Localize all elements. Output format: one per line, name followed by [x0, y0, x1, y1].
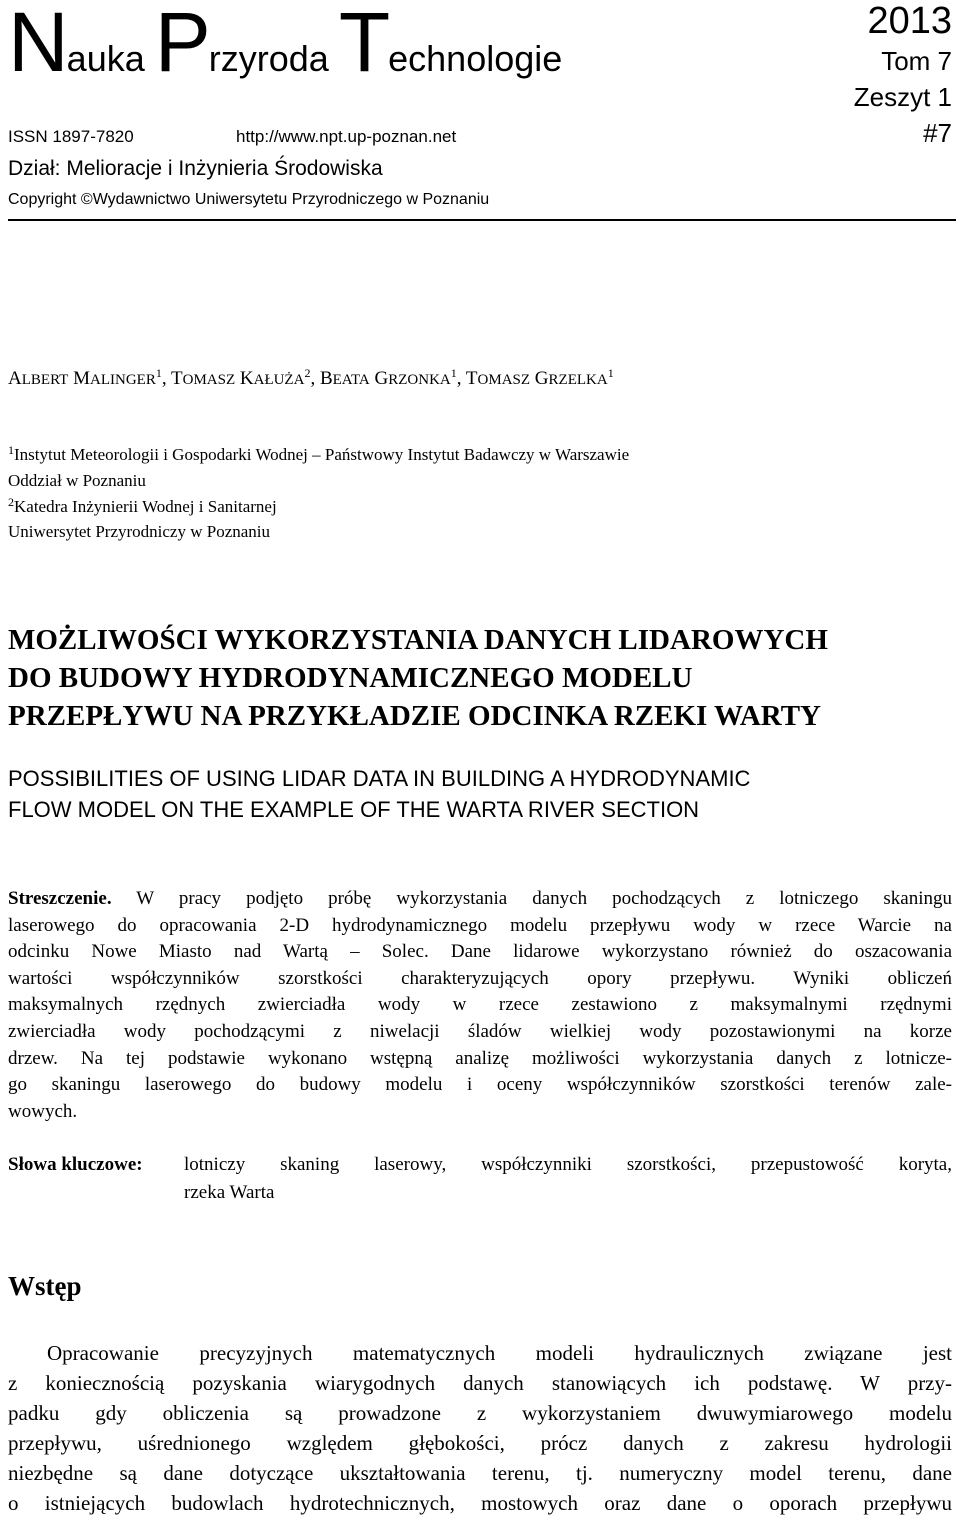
title-pl-line-2: DO BUDOWY HYDRODYNAMICZNEGO MODELU: [8, 662, 693, 694]
author-2-affiliation: 2: [304, 366, 311, 380]
abstract-line: laserowego do opracowania 2-D hydrodynamicznego modelu przepływu wody w rzece Warcie na: [8, 914, 952, 936]
affiliation-1: $^1$Instytut Meteorologii i Gospodarki Wodnej – Państwowy Instytut Badawczy w Warszawie: [8, 443, 630, 464]
intro-line: padku gdy obliczenia są prowadzone z wykorzystaniem dwuwymiarowego modelu: [8, 1401, 952, 1425]
keywords-label: Słowa kluczowe:: [8, 1154, 143, 1175]
journal-title: [8, 0, 563, 89]
abstract-line: maksymalnych rzędnych zwierciadła wody w rzece zestawiono z maksymalnymi rzędnymi: [8, 994, 952, 1016]
journal-section: Dział: Melioracje i Inżynieria Środowiska: [8, 157, 383, 180]
intro-line: o istniejących budowlach hydrotechnicznych, mostowych oraz dane o oporach przepływu: [8, 1491, 952, 1515]
journal-title-rzyroda: rzyroda: [208, 38, 339, 79]
journal-volume: Tom 7: [881, 46, 952, 76]
author-1-affiliation: 1: [155, 366, 162, 380]
abstract-line: drzew. Na tej podstawie wykonano wstępną analizę możliwości wykorzystania danych z lotnicze-: [8, 1047, 952, 1069]
intro-heading: Wstęp: [8, 1271, 82, 1301]
affiliation-1-line2: Oddział w Poznaniu: [8, 471, 146, 490]
abstract-line: zwierciadła wody pochodzącymi z niwelacji śladów wielkiej wody pozostawionymi na korze: [8, 1020, 952, 1042]
keywords-line-1: lotniczy skaning laserowy, współczynniki szorstkości, przepustowość koryta,: [184, 1154, 952, 1175]
abstract-label: Streszczenie.: [8, 888, 112, 909]
issn: ISSN 1897-7820: [8, 127, 134, 146]
journal-title-auka: auka: [66, 38, 155, 79]
abstract-line: Streszczenie. W pracy podjęto próbę wykorzystania danych pochodzących z lotniczego skaningu: [8, 888, 952, 909]
affiliation-2-line2: Uniwersytet Przyrodniczy w Poznaniu: [8, 522, 271, 541]
author-4: TOMASZ GRZELKA$^1$: [465, 366, 614, 389]
authors: [8, 368, 614, 390]
journal-issue: Zeszyt 1: [853, 82, 952, 112]
journal-title-n: N: [8, 0, 67, 89]
abstract-line: go skaningu laserowego do budowy modelu i oceny współczynników szorstkości terenów zale-: [8, 1074, 952, 1096]
title-en-line-2: FLOW MODEL ON THE EXAMPLE OF THE WARTA RIVER SECTION: [8, 797, 700, 822]
intro-line: niezbędne są dane dotyczące ukształtowania terenu, tj. numeryczny model terenu, dane: [8, 1461, 952, 1485]
intro-line: z koniecznością pozyskania wiarygodnych danych stanowiących ich podstawę. W przy-: [8, 1371, 952, 1395]
journal-title-t: T: [338, 0, 389, 89]
journal-url[interactable]: http://www.npt.up-poznan.net: [236, 127, 457, 146]
abstract-line: wartości współczynników szorstkości charakteryzujących opory przepływu. Wyniki obliczeń: [8, 967, 952, 989]
abstract-line: odcinku Nowe Miasto nad Wartą – Solec. Dane lidarowe wykorzystano również do oszacowania: [8, 941, 952, 963]
title-pl-line-1: MOŻLIWOŚCI WYKORZYSTANIA DANYCH LIDAROWYCH: [8, 624, 828, 656]
author-3: BEATA GRZONKA$^1$,: [319, 366, 466, 389]
author-3-affiliation: 1: [450, 366, 457, 380]
journal-number: #7: [923, 118, 952, 148]
keywords-line-2: rzeka Warta: [184, 1182, 275, 1203]
header-rule: [8, 219, 956, 221]
author-4-affiliation: 1: [607, 366, 614, 380]
journal-title-echnologie: echnologie: [388, 38, 563, 79]
abstract-line: wowych.: [8, 1100, 78, 1122]
title-en-line-1: POSSIBILITIES OF USING LIDAR DATA IN BUILDING A HYDRODYNAMIC: [8, 766, 751, 791]
abstract: [8, 886, 952, 1125]
journal-year: 2013: [867, 0, 952, 42]
title-pl-line-3: PRZEPŁYWU NA PRZYKŁADZIE ODCINKA RZEKI WARTY: [8, 700, 821, 732]
copyright: Copyright ©Wydawnictwo Uniwersytetu Przyrodniczego w Poznaniu: [8, 191, 490, 208]
journal-title-p: P: [154, 0, 209, 89]
intro-paragraph: [8, 1338, 952, 1518]
author-2: TOMASZ KAŁUŻA$^2$,: [171, 366, 320, 389]
author-1: ALBERT MALINGER$^1$,: [8, 366, 171, 389]
intro-line: Opracowanie precyzyjnych matematycznych modeli hydraulicznych związane jest: [47, 1341, 952, 1365]
affiliation-2: $^2$Katedra Inżynierii Wodnej i Sanitarnej: [8, 495, 277, 516]
intro-line: przepływu, uśrednionego względem głębokości, prócz danych z zakresu hydrologii: [8, 1431, 952, 1455]
